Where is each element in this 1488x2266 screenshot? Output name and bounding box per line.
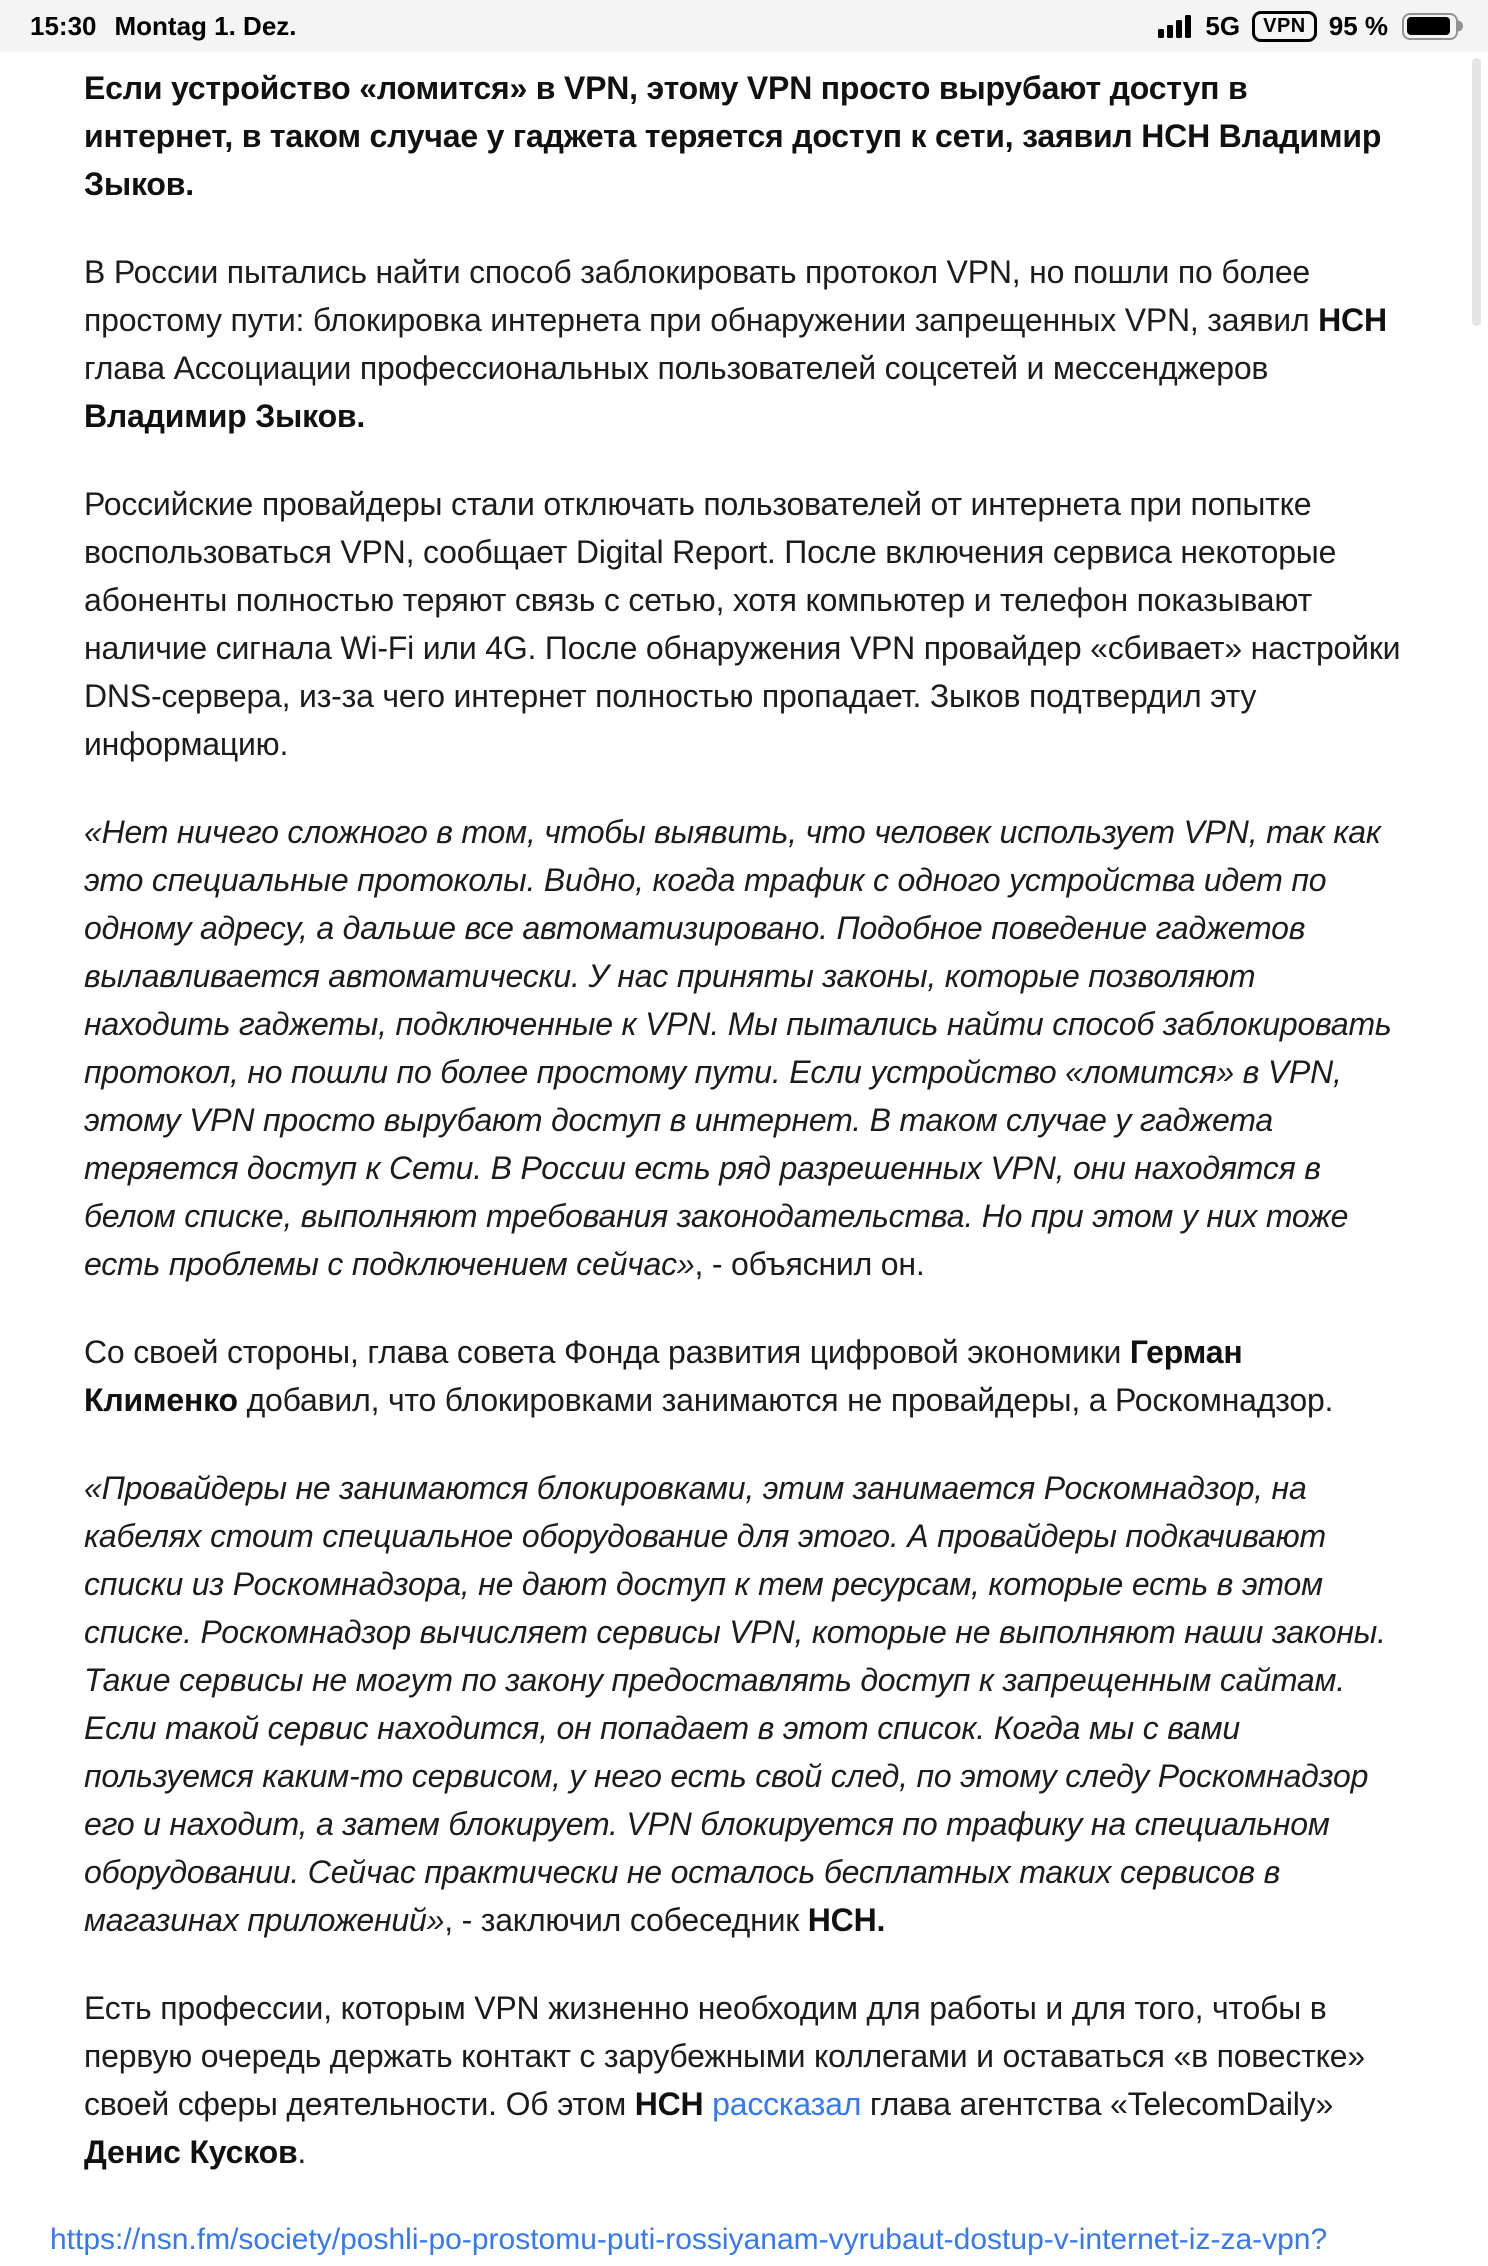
status-bar-left xyxy=(30,11,297,42)
text-run: Если устройство «ломится» в VPN, этому VPN просто вырубают доступ в интернет, в таком случае у гаджета теряется доступ к сети, заявил НСН Владимир Зыков. xyxy=(84,70,1382,202)
text-run: НСН xyxy=(634,2086,704,2122)
text-run: Со своей стороны, глава совета Фонда развития цифровой экономики xyxy=(84,1334,1130,1370)
text-run: «Провайдеры не занимаются блокировками, этим занимается Роскомнадзор, на кабелях стоит специальное оборудование для этого. А провайдеры подкачивают списки из Роскомнадзора, не дают доступ к тем ресурсам, которые есть в этом списке. Роскомнадзор вычисляет сервисы VPN, которые не выполняют наши законы. Такие сервисы не могут по закону предоставлять доступ к запрещенным сайтам. Если такой сервис находится, он попадает в этот список. Когда мы с вами пользуемся каким-то сервисом, у него есть свой след, по этому следу Роскомнадзор его и находит, а затем блокирует. VPN блокируется по трафику на специальном оборудовании. Сейчас практически не осталось бесплатных таких сервисов в магазинах приложений» xyxy=(84,1470,1386,1938)
text-run: глава агентства «TelecomDaily» xyxy=(861,2086,1334,2122)
text-run: «Нет ничего сложного в том, чтобы выявить, что человек использует VPN, так как это специальные протоколы. Видно, когда трафик с одного устройства идет по одному адресу, а дальше все автоматизировано. Подобное поведение гаджетов вылавливается автоматически. У нас приняты законы, которые позволяют находить гаджеты, подключенные к VPN. Мы пытались найти способ заблокировать протокол, но пошли по более простому пути. Если устройство «ломится» в VPN, этому VPN просто вырубают доступ в интернет. В таком случае у гаджета теряется доступ к Сети. В России есть ряд разрешенных VPN, они находятся в белом списке, выполняют требования законодательства. Но при этом у них тоже есть проблемы с подключением сейчас» xyxy=(84,814,1392,1282)
article-paragraph xyxy=(84,1328,1404,1424)
text-run: НСН. xyxy=(807,1902,886,1938)
vpn-badge: VPN xyxy=(1252,11,1317,42)
page-url-link[interactable]: https://nsn.fm/society/poshli-po-prostomu-puti-rossiyanam-vyrubaut-dostup-v-internet-iz-za-vpn? xyxy=(50,2223,1328,2256)
status-time: 15:30 xyxy=(30,10,97,41)
text-run: глава Ассоциации профессиональных пользователей соцсетей и мессенджеров xyxy=(84,350,1269,386)
text-run xyxy=(703,2086,712,2122)
text-run: Российские провайдеры стали отключать пользователей от интернета при попытке воспользоваться VPN, сообщает Digital Report. После включения сервиса некоторые абоненты полностью теряют связь с сетью, хотя компьютер и телефон показывают наличие сигнала Wi-Fi или 4G. После обнаружения VPN провайдер «сбивает» настройки DNS-сервера, из-за чего интернет полностью пропадает. Зыков подтвердил эту информацию. xyxy=(84,486,1401,762)
article-paragraph xyxy=(84,808,1404,1288)
article-paragraph xyxy=(84,480,1404,768)
article-paragraph xyxy=(84,64,1404,208)
text-run: Владимир Зыков. xyxy=(84,398,366,434)
link-url-bar xyxy=(0,2222,1488,2266)
text-run: Герман Клименко xyxy=(84,1334,1243,1418)
article-paragraph xyxy=(84,248,1404,440)
text-run: Денис Кусков xyxy=(84,2134,298,2170)
status-bar-right xyxy=(1158,11,1458,42)
text-run: В России пытались найти способ заблокировать протокол VPN, но пошли по более простому пути: блокировка интернета при обнаружении запрещенных VPN, заявил xyxy=(84,254,1319,338)
cellular-signal-icon xyxy=(1158,14,1191,38)
text-run: , - объяснил он. xyxy=(694,1246,925,1282)
article-body xyxy=(0,52,1488,2216)
text-run: . xyxy=(297,2134,307,2170)
scrollbar[interactable] xyxy=(1472,58,1481,326)
status-date: Montag 1. Dez. xyxy=(114,10,297,41)
article-paragraph xyxy=(84,1984,1404,2176)
article-paragraph xyxy=(84,1464,1404,1944)
text-run: добавил, что блокировками занимаются не провайдеры, а Роскомнадзор. xyxy=(237,1382,1334,1418)
text-run: НСН xyxy=(1318,302,1387,338)
battery-icon xyxy=(1402,13,1458,40)
text-run: Есть профессии, которым VPN жизненно необходим для работы и для того, чтобы в первую очередь держать контакт с зарубежными коллегами и оставаться «в повестке» своей сферы деятельности. Об этом xyxy=(84,1990,1365,2122)
text-run: , - заключил собеседник xyxy=(444,1902,808,1938)
battery-percent-label: 95 % xyxy=(1328,10,1388,41)
network-type-label: 5G xyxy=(1205,10,1241,41)
inline-link[interactable]: рассказал xyxy=(712,2086,862,2122)
status-bar xyxy=(0,0,1488,52)
